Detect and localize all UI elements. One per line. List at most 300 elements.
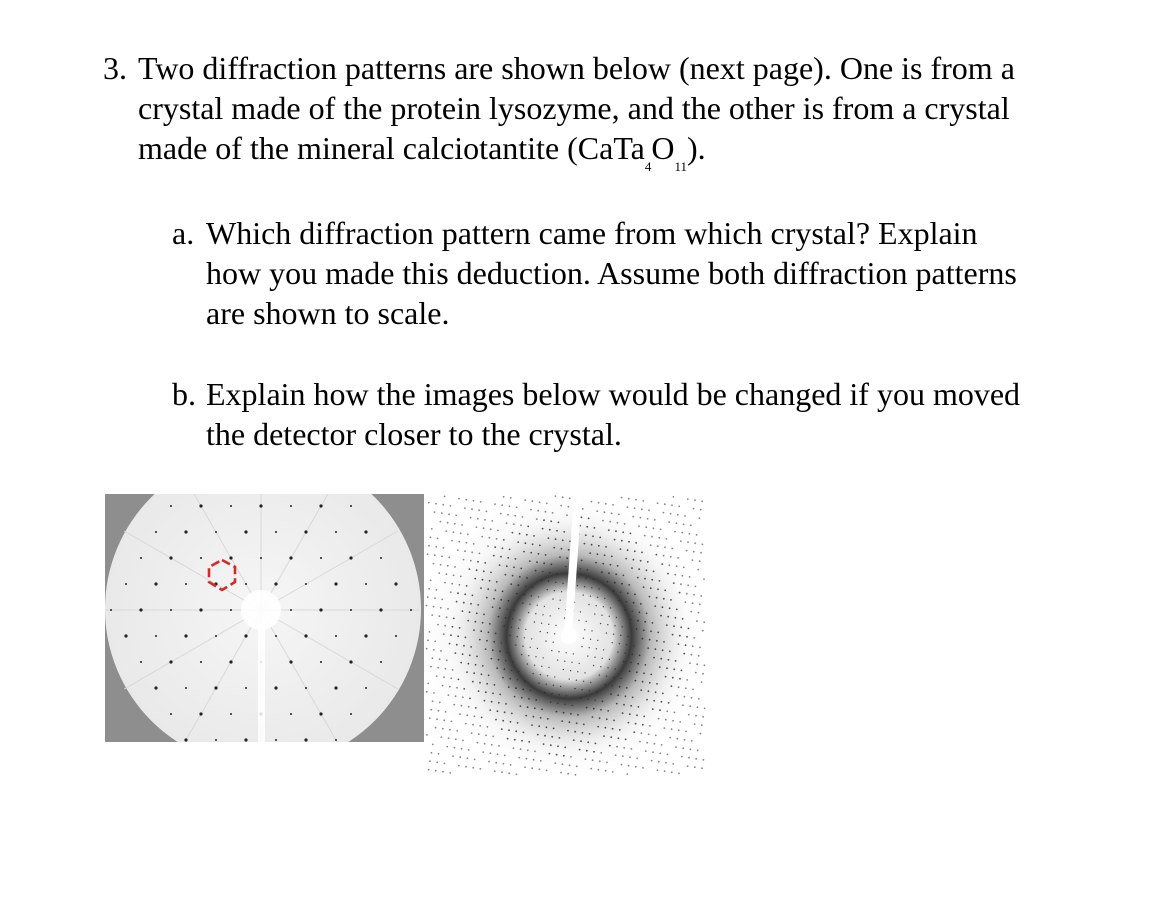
diffraction-spot <box>554 633 555 634</box>
diffraction-spot <box>546 684 547 685</box>
diffraction-spot <box>489 623 491 625</box>
diffraction-spot <box>633 645 634 646</box>
diffraction-spot <box>658 718 660 720</box>
diffraction-spot <box>674 712 676 714</box>
diffraction-spot <box>426 734 428 736</box>
diffraction-spot <box>448 513 450 515</box>
diffraction-spot <box>493 641 495 643</box>
diffraction-spot <box>687 498 689 500</box>
diffraction-spot <box>538 682 539 683</box>
diffraction-spot <box>620 592 621 593</box>
diffraction-spot <box>556 711 558 713</box>
diffraction-spot <box>632 697 634 699</box>
diffraction-spot <box>626 687 628 689</box>
diffraction-spot <box>623 747 625 749</box>
diffraction-spot <box>597 726 599 728</box>
diffraction-spot <box>700 595 702 597</box>
diffraction-spot <box>427 596 429 598</box>
diffraction-spot <box>678 686 680 688</box>
diffraction-spot <box>606 632 607 633</box>
diffraction-spot <box>629 713 631 715</box>
diffraction-spot <box>560 600 561 601</box>
diffraction-spot <box>464 593 466 595</box>
diffraction-spot <box>426 605 428 607</box>
part-b-label: b. <box>172 376 196 412</box>
diffraction-spot <box>492 649 494 651</box>
diffraction-spot <box>534 707 536 709</box>
diffraction-spot <box>450 677 452 679</box>
diffraction-spot <box>446 746 448 748</box>
diffraction-spot <box>449 772 451 774</box>
diffraction-spot <box>569 678 570 679</box>
diffraction-spot <box>605 684 606 685</box>
diffraction-spot <box>494 770 496 772</box>
diffraction-spot <box>502 547 504 549</box>
diffraction-spot <box>429 631 431 633</box>
diffraction-spot <box>479 682 481 684</box>
diffraction-spot <box>662 693 664 695</box>
diffraction-spot <box>274 686 277 689</box>
diffraction-spot <box>442 728 444 730</box>
diffraction-spot <box>566 695 567 696</box>
diffraction-spot <box>653 571 655 573</box>
diffraction-spot <box>485 734 487 736</box>
diffraction-spot <box>612 642 613 643</box>
diffraction-spot <box>516 507 518 509</box>
diffraction-spot <box>495 719 497 721</box>
diffraction-spot <box>586 621 587 622</box>
diffraction-spot <box>320 557 322 559</box>
diffraction-spot <box>428 502 430 504</box>
diffraction-spot <box>526 758 528 760</box>
diffraction-spot <box>110 609 112 611</box>
diffraction-spot <box>581 646 582 647</box>
diffraction-spot <box>473 500 475 502</box>
diffraction-spot <box>691 697 693 699</box>
diffraction-spot <box>499 694 501 696</box>
diffraction-spot <box>530 552 532 554</box>
diffraction-spot <box>464 550 466 552</box>
diffraction-spot <box>428 588 430 590</box>
diffraction-spot <box>686 636 688 638</box>
diffraction-spot <box>507 557 509 559</box>
diffraction-spot <box>560 772 562 774</box>
diffraction-spot <box>638 568 640 570</box>
diffraction-spot <box>671 548 673 550</box>
diffraction-spot <box>663 512 665 514</box>
diffraction-spot <box>364 530 367 533</box>
diffraction-spot <box>458 541 460 543</box>
diffraction-spot <box>469 568 471 570</box>
diffraction-spot <box>504 711 506 713</box>
diffraction-spot <box>549 572 550 573</box>
diffraction-spot <box>656 597 658 599</box>
diffraction-spot <box>460 532 462 534</box>
diffraction-spot <box>441 599 443 601</box>
diffraction-spot <box>439 615 441 617</box>
diffraction-spot <box>510 497 512 499</box>
diffraction-spot <box>702 716 704 718</box>
diffraction-spot <box>455 652 457 654</box>
diffraction-spot <box>647 561 649 563</box>
diffraction-spot <box>199 504 202 507</box>
diffraction-spot <box>646 613 648 615</box>
diffraction-spot <box>575 774 577 776</box>
diffraction-spot <box>688 714 690 716</box>
diffraction-spot <box>631 748 633 750</box>
diffraction-spot <box>508 729 510 731</box>
diffraction-spot <box>522 688 524 690</box>
diffraction-spot <box>437 624 439 626</box>
diffraction-spot <box>448 737 450 739</box>
diffraction-spot <box>539 501 541 503</box>
diffraction-spot <box>529 560 531 562</box>
diffraction-spot <box>583 638 584 639</box>
diffraction-spot <box>562 583 563 584</box>
diffraction-spot <box>435 727 437 729</box>
diffraction-spot <box>696 534 698 536</box>
diffraction-spot <box>689 705 691 707</box>
diffraction-spot <box>694 766 696 768</box>
diffraction-spot <box>610 564 612 566</box>
diffraction-spot <box>489 709 491 711</box>
diffraction-spot <box>564 747 566 749</box>
diffraction-spot <box>645 750 647 752</box>
diffraction-spot <box>599 674 600 675</box>
diffraction-spot <box>582 732 584 734</box>
diffraction-spot <box>469 654 471 656</box>
diffraction-spot <box>511 713 513 715</box>
diffraction-spot <box>472 681 474 683</box>
diffraction-spot <box>642 500 644 502</box>
diffraction-spot <box>704 664 706 666</box>
diffraction-spot <box>573 739 575 741</box>
diffraction-spot <box>319 712 322 715</box>
diffraction-spot <box>513 566 515 568</box>
diffraction-spot <box>520 705 522 707</box>
diffraction-spot <box>614 539 616 541</box>
part-b-text: Explain how the images below would be changed if you moved the detector closer to the crystal. <box>206 376 1021 452</box>
diffraction-spot <box>675 660 677 662</box>
diffraction-spot <box>503 496 505 498</box>
diffraction-spot <box>672 763 674 765</box>
diffraction-spot <box>154 582 157 585</box>
diffraction-spot <box>185 583 187 585</box>
diffraction-spot <box>579 749 581 751</box>
diffraction-spot <box>482 751 484 753</box>
diffraction-spot <box>657 588 659 590</box>
diffraction-spot <box>601 571 603 573</box>
diffraction-spot <box>688 757 690 759</box>
diffraction-spot <box>591 544 593 546</box>
diffraction-spot <box>487 588 489 590</box>
diffraction-spot <box>703 578 705 580</box>
diffraction-spot <box>672 720 674 722</box>
diffraction-spot <box>522 646 523 647</box>
diffraction-spot <box>695 715 697 717</box>
diffraction-spot <box>468 706 470 708</box>
diffraction-spot <box>486 683 488 685</box>
diffraction-spot <box>430 666 432 668</box>
diffraction-spot <box>522 602 523 603</box>
diffraction-spot <box>680 626 682 628</box>
diffraction-spot <box>561 720 563 722</box>
diffraction-spot <box>305 583 307 585</box>
diffraction-spot <box>170 505 172 507</box>
diffraction-spot <box>673 625 675 627</box>
diffraction-spot <box>635 542 637 544</box>
diffraction-spot <box>491 701 493 703</box>
diffraction-spot <box>537 605 538 606</box>
diffraction-spot <box>697 750 699 752</box>
diffraction-spot <box>648 510 650 512</box>
diffraction-spot <box>506 522 508 524</box>
diffraction-spot <box>475 621 477 623</box>
diffraction-spot <box>694 723 696 725</box>
diffraction-spot <box>335 531 337 533</box>
diffraction-spot <box>690 525 692 527</box>
diffraction-spot <box>592 716 594 718</box>
diffraction-spot <box>512 661 513 662</box>
diffraction-spot <box>609 521 611 523</box>
diffraction-spot <box>690 611 692 613</box>
diffraction-spot <box>184 634 187 637</box>
diffraction-spot <box>645 526 647 528</box>
diffraction-spot <box>453 704 455 706</box>
diffraction-spot <box>444 763 446 765</box>
diffraction-spot <box>653 700 655 702</box>
diffraction-spot <box>550 520 552 522</box>
diffraction-spot <box>562 763 564 765</box>
diffraction-spot <box>643 629 645 631</box>
diffraction-spot <box>479 553 481 555</box>
diffraction-spot <box>603 649 604 650</box>
diffraction-spot <box>682 618 684 620</box>
diffraction-spot <box>523 732 525 734</box>
diffraction-spot <box>702 673 704 675</box>
diffraction-spot <box>426 648 428 650</box>
diffraction-spot <box>435 770 437 772</box>
diffraction-spot <box>573 653 574 654</box>
diffraction-spot <box>562 496 564 498</box>
diffraction-spot <box>599 760 601 762</box>
diffraction-spot <box>585 534 587 536</box>
diffraction-spot <box>524 637 525 638</box>
diffraction-spot <box>446 573 448 575</box>
diffraction-spot <box>557 659 558 660</box>
diffraction-spot <box>615 573 617 575</box>
diffraction-spot <box>520 568 522 570</box>
diffraction-spot <box>290 505 292 507</box>
diffraction-spot <box>635 499 637 501</box>
diffraction-spot <box>704 708 706 710</box>
diffraction-spot <box>154 686 157 689</box>
diffraction-spot <box>581 516 583 518</box>
diffraction-spot <box>526 577 528 579</box>
diffraction-spot <box>476 656 478 658</box>
diffraction-spot <box>606 718 608 720</box>
diffraction-spot <box>619 643 620 644</box>
diffraction-spot <box>496 581 498 583</box>
diffraction-spot <box>244 530 247 533</box>
diffraction-spot <box>671 685 673 687</box>
diffraction-spot <box>460 662 462 664</box>
diffraction-spot <box>500 599 502 601</box>
diffraction-spot <box>429 717 431 719</box>
diffraction-spot <box>610 736 612 738</box>
diffraction-spot <box>641 552 643 554</box>
diffraction-spot <box>460 576 462 578</box>
diffraction-spot <box>496 667 498 669</box>
diffraction-spot <box>504 625 505 626</box>
diffraction-spot <box>486 640 488 642</box>
diffraction-spot <box>608 572 610 574</box>
diffraction-spot <box>599 537 601 539</box>
diffraction-spot <box>659 752 661 754</box>
diffraction-spot <box>668 702 670 704</box>
diffraction-spot <box>524 766 526 768</box>
diffraction-spot <box>504 668 506 670</box>
diffraction-spot <box>635 680 637 682</box>
diffraction-spot <box>503 539 505 541</box>
diffraction-spot <box>676 695 678 697</box>
diffraction-spot <box>433 649 435 651</box>
diffraction-spot <box>436 718 438 720</box>
diffraction-spot <box>624 523 626 525</box>
diffraction-spot <box>538 725 540 727</box>
diffraction-spot <box>701 767 703 769</box>
diffraction-spot <box>509 678 511 680</box>
diffraction-spot <box>527 749 529 751</box>
diffraction-spot <box>509 505 511 507</box>
diffraction-spot <box>482 579 484 581</box>
diffraction-spot <box>652 708 654 710</box>
diffraction-spot <box>491 658 493 660</box>
diffraction-spot <box>521 654 522 655</box>
diffraction-spot <box>534 621 535 622</box>
diffraction-spot <box>688 628 690 630</box>
diffraction-spot <box>494 684 496 686</box>
diffraction-spot <box>536 518 538 520</box>
diffraction-spot <box>535 699 537 701</box>
diffraction-spot <box>451 583 453 585</box>
diffraction-spot <box>430 709 432 711</box>
diffraction-spot <box>512 575 514 577</box>
diffraction-spot <box>525 542 527 544</box>
diffraction-spot <box>663 555 665 557</box>
diffraction-spot <box>480 630 482 632</box>
diffraction-spot <box>679 678 681 680</box>
diffraction-spot <box>471 508 473 510</box>
diffraction-spot <box>646 569 648 571</box>
diffraction-spot <box>469 698 471 700</box>
diffraction-spot <box>588 518 590 520</box>
diffraction-spot <box>459 627 461 629</box>
diffraction-spot <box>554 590 555 591</box>
diffraction-spot <box>619 729 621 731</box>
diffraction-spot <box>350 609 352 611</box>
diffraction-spot <box>479 639 481 641</box>
diffraction-spot <box>670 556 672 558</box>
diffraction-spot <box>574 688 575 689</box>
diffraction-spot <box>530 509 532 511</box>
diffraction-spot <box>635 723 637 725</box>
diffraction-spot <box>554 676 555 677</box>
diffraction-spot <box>481 536 483 538</box>
diffraction-spot <box>598 588 599 589</box>
diffraction-spot <box>520 524 522 526</box>
diffraction-spot <box>600 666 601 667</box>
diffraction-spot <box>470 603 472 605</box>
diffraction-spot <box>659 580 661 582</box>
diffraction-spot <box>664 590 666 592</box>
diffraction-spot <box>694 542 696 544</box>
diffraction-spot <box>445 711 447 713</box>
diffraction-spot <box>200 661 202 663</box>
diffraction-spot <box>517 636 518 637</box>
diffraction-spot <box>545 554 547 556</box>
diffraction-spot <box>622 531 624 533</box>
diffraction-spot <box>428 545 430 547</box>
diffraction-spot <box>692 602 694 604</box>
diffraction-spot <box>595 700 596 701</box>
diffraction-spot <box>689 662 691 664</box>
diffraction-spot <box>476 612 478 614</box>
diffraction-spot <box>334 686 337 689</box>
diffraction-spot <box>662 649 664 651</box>
diffraction-spot <box>467 620 469 622</box>
diffraction-spot <box>691 740 693 742</box>
diffraction-spot <box>463 602 465 604</box>
diffraction-spot <box>244 634 247 637</box>
diffraction-spot <box>654 743 656 745</box>
diffraction-spot <box>639 611 641 613</box>
diffraction-spot <box>660 529 662 531</box>
diffraction-spot <box>662 606 664 608</box>
diffraction-spot <box>439 658 441 660</box>
diffraction-spot <box>319 504 322 507</box>
diffraction-spot <box>653 527 655 529</box>
diffraction-spot <box>698 655 700 657</box>
diffraction-spot <box>602 520 604 522</box>
diffraction-spot <box>637 620 639 622</box>
diffraction-spot <box>468 663 470 665</box>
diffraction-spot <box>684 696 686 698</box>
diffraction-spot <box>516 593 517 594</box>
diffraction-spot <box>647 647 649 649</box>
diffraction-spot <box>473 672 475 674</box>
diffraction-spot <box>623 661 624 662</box>
diffraction-spot <box>658 537 660 539</box>
diffraction-spot <box>444 496 446 498</box>
diffraction-spot <box>169 660 172 663</box>
diffraction-spot <box>689 576 691 578</box>
diffraction-spot <box>557 573 558 574</box>
diffraction-spot <box>497 753 499 755</box>
question-number: 3. <box>103 50 127 86</box>
diffraction-spot <box>585 758 587 760</box>
diffraction-spot <box>124 634 127 637</box>
diffraction-spot <box>545 511 547 513</box>
diffraction-spot <box>523 551 525 553</box>
diffraction-spot <box>557 703 558 704</box>
diffraction-spot <box>551 736 553 738</box>
diffraction-spot <box>335 635 337 637</box>
diffraction-spot <box>439 702 441 704</box>
diffraction-spot <box>349 556 352 559</box>
diffraction-spot <box>548 537 550 539</box>
diffraction-spot <box>612 771 614 773</box>
